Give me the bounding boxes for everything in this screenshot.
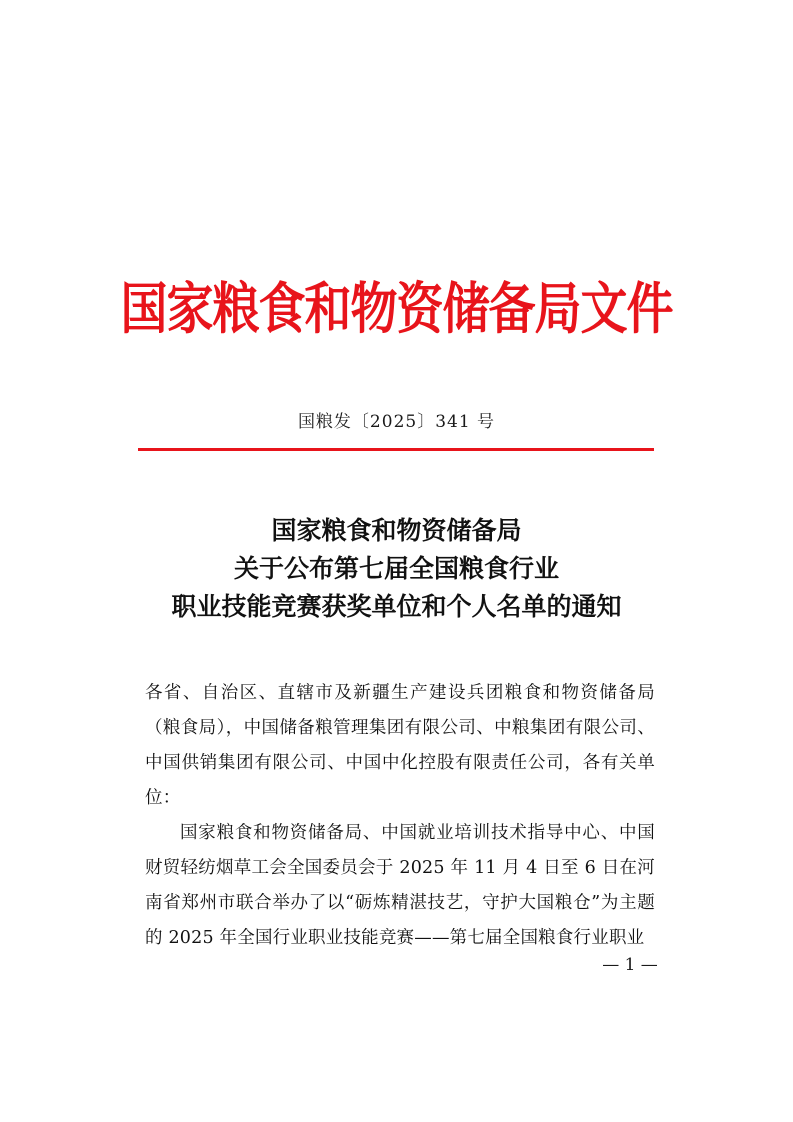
page-number: — 1 — [602,955,658,975]
addressee-paragraph: 各省、自治区、直辖市及新疆生产建设兵团粮食和物资储备局（粮食局），中国储备粮管理集团有限公司、中粮集团有限公司、中国供销集团有限公司、中国中化控股有限责任公司，各有关单位： [145,683,655,808]
notice-title [0,512,793,626]
title-line-3: 职业技能竞赛获奖单位和个人名单的通知 [171,592,622,621]
masthead-title: 国家粮食和物资储备局文件 [120,277,673,343]
document-number: 国粮发〔2025〕341 号 [297,412,496,432]
body-text [145,676,655,956]
red-separator-line [138,448,654,451]
title-line-1: 国家粮食和物资储备局 [271,516,522,545]
body-paragraph-1: 国家粮食和物资储备局、中国就业培训技术指导中心、中国财贸轻纺烟草工会全国委员会于 2025 年 11 月 4 日至 6 日在河南省郑州市联合举办了以“砺炼精湛技艺，守护大国粮仓”为主题的 2025 年全国行业职业技能竞赛——第七届全国粮食行业职业 [145,823,655,948]
title-line-2: 关于公布第七届全国粮食行业 [233,554,559,583]
